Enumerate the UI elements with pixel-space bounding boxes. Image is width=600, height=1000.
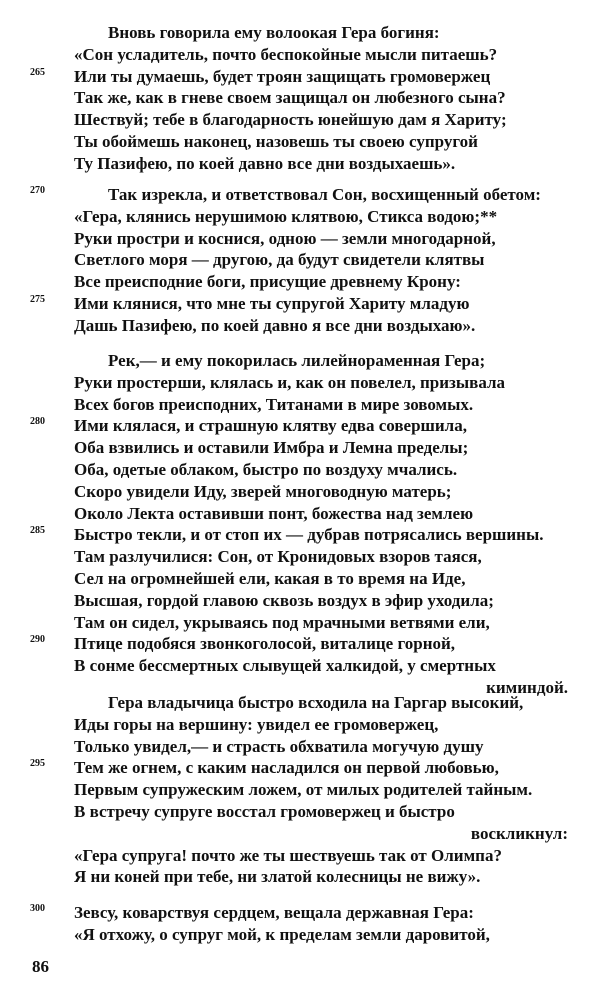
verse-text: Тем же огнем, с каким насладился он первой любовью, [74, 758, 499, 778]
verse-line [0, 109, 600, 131]
verse-line [0, 372, 600, 394]
verse-text: Ты обоймешь наконец, назовешь ты своею супругой [74, 131, 478, 151]
verse-line [0, 866, 600, 888]
verse-text: Все преисподние боги, присущие древнему Крону: [74, 272, 461, 292]
verse-text: Руки простерши, клялась и, как он повелел, призывала [74, 372, 506, 392]
verse-line [0, 612, 600, 634]
verse-line [0, 633, 600, 655]
verse-line [0, 131, 600, 153]
verse-text: Быстро текли, и от стоп их — дубрав потрясались вершины. [74, 525, 544, 545]
verse-text: Рек,— и ему покорилась лилейнораменная Гера; [108, 351, 486, 370]
verse-text: Так изрекла, и ответствовал Сон, восхищенный обетом: [108, 185, 541, 204]
verse-text: киминдой. [486, 677, 568, 697]
verse-text: Оба взвились и оставили Имбра и Лемна пределы; [74, 438, 469, 458]
verse-line [0, 350, 600, 372]
verse-text: «Сон усладитель, почто беспокойные мысли питаешь? [74, 44, 498, 64]
verse-text: Только увидел,— и страсть обхватила могучую душу [74, 736, 484, 756]
verse-text: «Гера, клянись нерушимою клятвою, Стикса водою;** [74, 206, 498, 226]
verse-line [0, 44, 600, 66]
verse-line [0, 228, 600, 250]
verse-line [0, 736, 600, 758]
verse-line [0, 568, 600, 590]
verse-text: «Гера супруга! почто же ты шествуешь так от Олимпа? [74, 845, 502, 865]
verse-text: Гера владычица быстро всходила на Гаргар высокий, [108, 693, 524, 712]
verse-text: Зевсу, коварствуя сердцем, вещала державная Гера: [74, 903, 474, 922]
verse-text: Там он сидел, укрываясь под мрачными ветвями ели, [74, 612, 490, 632]
verse-line [0, 655, 600, 677]
verse-text: Сел на огромнейшей ели, какая в то время на Иде, [74, 568, 466, 588]
verse-line [0, 206, 600, 228]
line-number: 300 [30, 903, 45, 914]
verse-line [0, 153, 600, 175]
verse-line [0, 779, 600, 801]
verse-line [0, 87, 600, 109]
verse-text: Так же, как в гневе своем защищал он любезного сына? [74, 88, 506, 108]
line-number: 270 [30, 185, 45, 196]
line-number: 290 [30, 634, 45, 646]
verse-line [0, 924, 600, 946]
verse-line [0, 415, 600, 437]
verse-line [0, 902, 600, 924]
verse-text: Я ни коней при тебе, ни златой колесницы не вижу». [74, 867, 481, 887]
verse-line [0, 692, 600, 714]
verse-text: Шествуй; тебе в благодарность юнейшую дам я Хариту; [74, 110, 507, 130]
verse-line [0, 315, 600, 337]
verse-line [0, 714, 600, 736]
verse-text: «Я отхожу, о супруг мой, к пределам земли даровитой, [74, 924, 490, 944]
verse-line-continuation [0, 823, 600, 845]
line-number: 265 [30, 66, 45, 78]
verse-text: Или ты думаешь, будет троян защищать громовержец [74, 66, 491, 86]
verse-text: Скоро увидели Иду, зверей многоводную матерь; [74, 481, 452, 501]
verse-text: Вновь говорила ему волоокая Гера богиня: [108, 23, 440, 42]
verse-text: Около Лекта оставивши понт, божества над землею [74, 503, 474, 523]
verse-text: Дашь Пазифею, по коей давно я все дни воздыхаю». [74, 315, 476, 335]
verse-line [0, 524, 600, 546]
line-number: 285 [30, 525, 45, 537]
verse-text: Светлого моря — другою, да будут свидетели клятвы [74, 250, 485, 270]
verse-text: Ими клялася, и страшную клятву едва совершила, [74, 416, 467, 436]
verse-text: воскликнул: [470, 823, 568, 843]
verse-text: Оба, одетые облаком, быстро по воздуху мчались. [74, 459, 458, 479]
verse-text: Первым супружеским ложем, от милых родителей тайным. [74, 780, 533, 800]
verse-text: Иды горы на вершину: увидел ее громовержец, [74, 714, 439, 734]
verse-line [0, 503, 600, 525]
verse-text: Всех богов преисподних, Титанами в мире зовомых. [74, 394, 474, 414]
verse-text: В сонме бессмертных слывущей халкидой, у смертных [74, 656, 496, 676]
stanza-3 [0, 350, 600, 699]
verse-line [0, 590, 600, 612]
verse-text: Птице подобяся звонкоголосой, виталице горной, [74, 634, 456, 654]
verse-line [0, 757, 600, 779]
verse-line [0, 293, 600, 315]
stanza-2 [0, 184, 600, 337]
verse-line [0, 249, 600, 271]
verse-line [0, 459, 600, 481]
verse-text: Ими клянися, что мне ты супругой Хариту младую [74, 293, 470, 313]
verse-line [0, 271, 600, 293]
verse-line [0, 801, 600, 823]
verse-line [0, 481, 600, 503]
stanza-4 [0, 692, 600, 888]
verse-line [0, 845, 600, 867]
verse-line [0, 546, 600, 568]
line-number: 295 [30, 758, 45, 770]
verse-text: Ту Пазифею, по коей давно все дни воздыхаешь». [74, 153, 456, 173]
verse-text: Руки простри и коснися, одною — земли многодарной, [74, 228, 496, 248]
line-number: 275 [30, 293, 45, 305]
page-number: 86 [32, 957, 49, 976]
stanza-5 [0, 902, 600, 946]
verse-line [0, 394, 600, 416]
verse-line [0, 22, 600, 44]
verse-text: Там разлучилися: Сон, от Кронидовых взоров таяся, [74, 547, 482, 567]
verse-line [0, 184, 600, 206]
verse-line [0, 437, 600, 459]
stanza-1 [0, 22, 600, 175]
line-number: 280 [30, 416, 45, 428]
verse-text: В встречу супруге восстал громовержец и быстро [74, 801, 455, 821]
verse-line [0, 66, 600, 88]
verse-text: Высшая, гордой главою сквозь воздух в эфир уходила; [74, 590, 494, 610]
